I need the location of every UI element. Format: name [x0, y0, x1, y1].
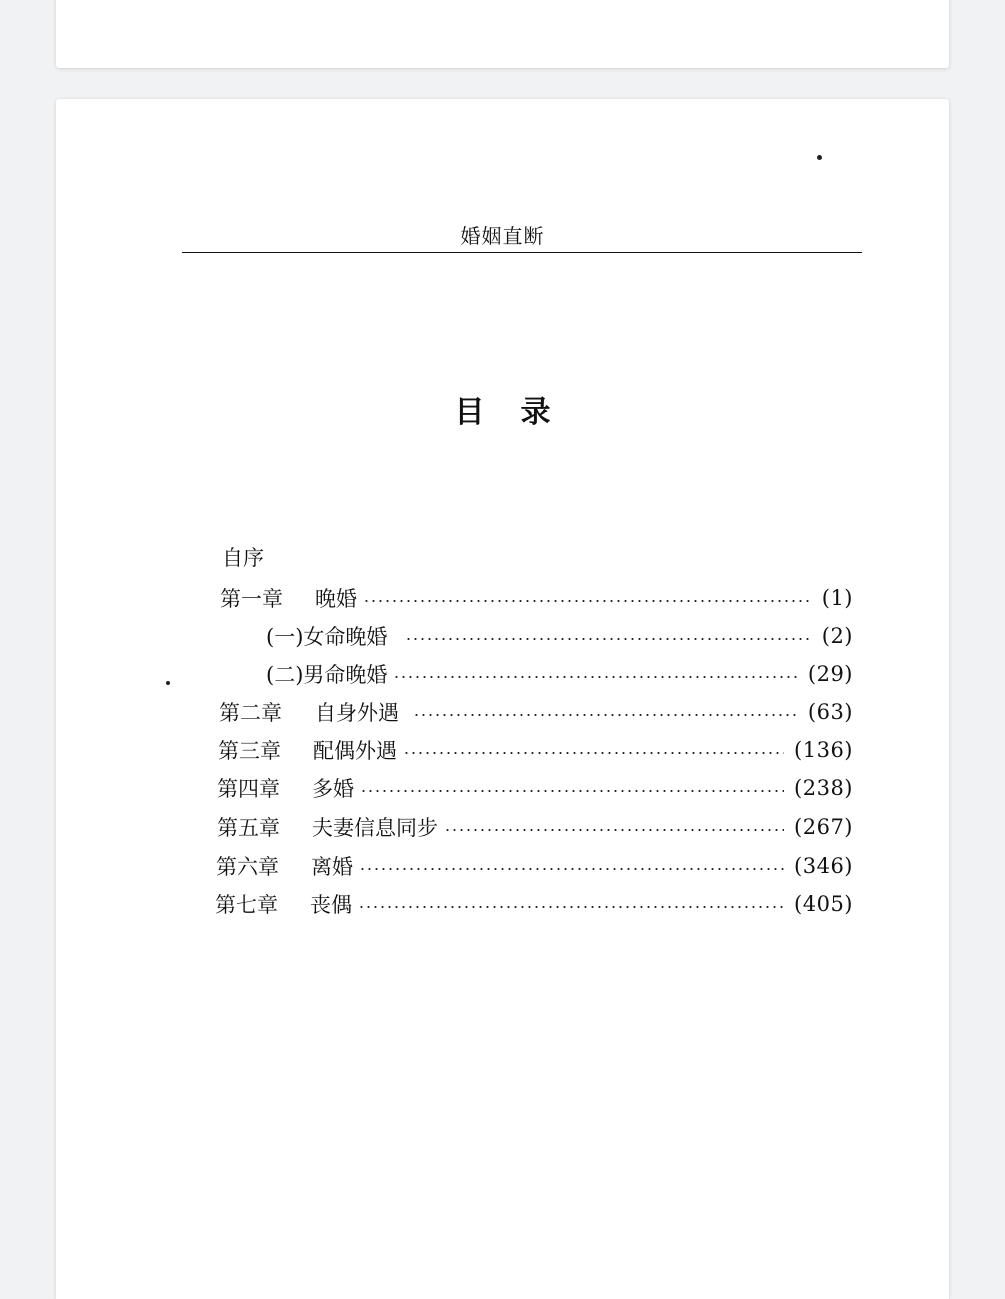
- toc-entry-name: (一)女命晚婚: [266, 625, 388, 649]
- toc-entry[interactable]: [219, 697, 853, 727]
- toc-preface[interactable]: [222, 542, 264, 572]
- toc-entry[interactable]: [266, 659, 853, 689]
- toc-page-number: (405): [794, 892, 853, 916]
- toc-entry-name: 离婚: [311, 855, 353, 879]
- table-of-contents: [56, 99, 949, 1299]
- toc-entry[interactable]: [266, 621, 853, 651]
- dot-leader: [359, 868, 784, 870]
- toc-entry[interactable]: [215, 889, 853, 919]
- toc-title-char: 目: [454, 395, 485, 430]
- previous-page: [56, 0, 949, 68]
- toc-chapter-number: 第七章: [215, 893, 278, 917]
- toc-page-number: (1): [821, 586, 853, 610]
- toc-entry-name: 晚婚: [315, 587, 357, 611]
- toc-chapter-number: 第二章: [219, 701, 282, 725]
- toc-page-number: (136): [794, 738, 853, 762]
- toc-entry-name: 丧偶: [310, 893, 352, 917]
- toc-entry[interactable]: [220, 583, 853, 613]
- toc-page-number: (346): [794, 854, 853, 878]
- dot-leader: [403, 752, 784, 754]
- toc-entry-name: 多婚: [312, 777, 354, 801]
- running-header: 婚姻直断: [460, 224, 545, 248]
- dot-leader: [405, 638, 811, 640]
- document-page: [56, 99, 949, 1299]
- toc-entry-name: 自序: [222, 546, 264, 570]
- dot-leader: [413, 714, 798, 716]
- toc-page-number: (63): [807, 700, 853, 724]
- toc-chapter-number: 第一章: [220, 587, 283, 611]
- dot-leader: [393, 676, 798, 678]
- toc-entry[interactable]: [218, 735, 853, 765]
- dot-leader: [358, 906, 784, 908]
- toc-chapter-number: 第三章: [218, 739, 281, 763]
- toc-chapter-number: 第四章: [217, 777, 280, 801]
- dot-leader: [363, 600, 812, 602]
- toc-entry-name: 自身外遇: [315, 701, 399, 725]
- toc-entry[interactable]: [217, 812, 853, 842]
- toc-entry-name: 配偶外遇: [313, 739, 397, 763]
- toc-page-number: (238): [794, 776, 853, 800]
- toc-entry[interactable]: [217, 773, 853, 803]
- dot-leader: [444, 829, 784, 831]
- toc-page-number: (29): [807, 662, 853, 686]
- toc-entry-name: 夫妻信息同步: [312, 816, 438, 840]
- toc-entry-name: (二)男命晚婚: [266, 663, 388, 687]
- toc-chapter-number: 第五章: [217, 816, 280, 840]
- dot-leader: [360, 790, 784, 792]
- toc-page-number: (2): [821, 624, 853, 648]
- toc-title-char: 录: [520, 395, 551, 430]
- toc-entry[interactable]: [216, 851, 853, 881]
- toc-chapter-number: 第六章: [216, 855, 279, 879]
- toc-page-number: (267): [794, 815, 853, 839]
